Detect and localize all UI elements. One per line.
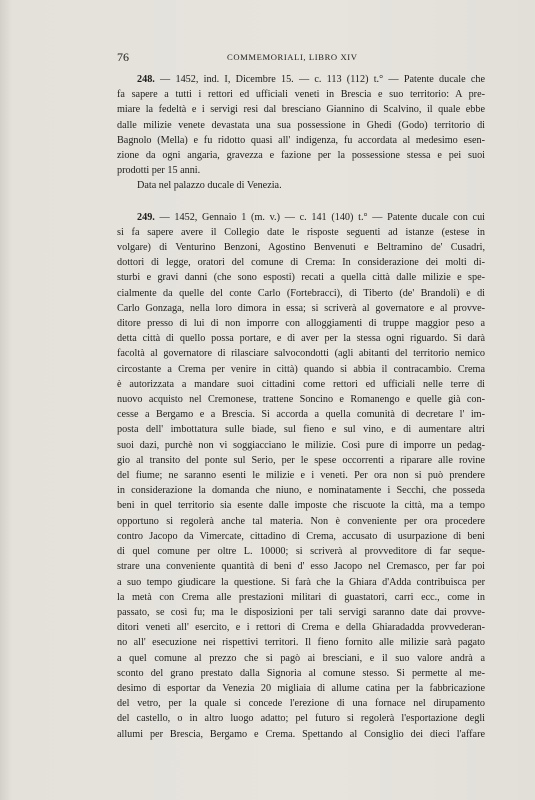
entry-line: del fiume; ne saranno esenti le milizie e i veneti. Per ora non si può prendere (117, 470, 485, 482)
entry-line: passato, se così fu; ma le disposizioni per tali servigi saranno date dai provve- (117, 606, 485, 618)
entry-line: del vetro, per la quale si concede l'erezione di una fornace nel dirupamento (117, 698, 485, 710)
entry-line: allumi per Brescia, Bergamo e Crema. Spettando al Consiglio dei dieci l'affare (117, 728, 485, 740)
entry-line: beni in quel territorio sia esente dalle imposte che riscuote la città, ma a tempo (117, 500, 485, 512)
page-body (117, 72, 485, 742)
entry-line: in considerazione la domanda che niuno, e nominatamente i Secchi, che posseda (117, 485, 485, 497)
entry-line: dottori di legge, oratori del comune di Crema: In considerazione dei molti di- (117, 257, 485, 269)
page-header (117, 50, 483, 66)
entry-line: 248. — 1452, ind. I, Dicembre 15. — c. 113 (112) t.° — Patente ducale che (137, 74, 485, 85)
entry-line: zione da ogni angaria, gravezza e fazione per la possessione stessa e pei suoi (117, 150, 485, 162)
entry-line: desimo di esportar da Venezia 20 migliaia di allume catina per la fabbricazione (117, 682, 485, 694)
entry-line: circostante a Crema per venire in città) quando si abbia il contracambio. Crema (117, 363, 485, 375)
entry-line: fa sapere a tutti i rettori ed ufficiali veneti in Brescia e suo territorio: A pre- (117, 89, 485, 101)
entry-line: a quel comune al prezzo che si pagò ai bresciani, e il suo valore andrà a (117, 652, 485, 664)
entry-line: a suo tempo giudicare la questione. Si farà che la Ghiara d'Adda contribuisca per (117, 576, 485, 588)
page-number: 76 (117, 50, 129, 64)
entry-separator (117, 194, 485, 210)
entry-line: Bagnolo (Mella) e fu ridotto quasi all' indigenza, fu accordata al medesimo esen- (117, 134, 485, 146)
entry-line: suoi dazi, purchè non vi soggiacciano le milizie. Così pure di imporre un pedag- (117, 439, 485, 451)
entry-line: sconto del grano prestato dalla Signoria al comune stesso. Si permette al me- (117, 667, 485, 679)
entry-line: si fa sapere avere il Collegio date le risposte seguenti ad istanze (estese in (117, 226, 485, 238)
entry-line: ditori veneti all' esercito, e i rettori di Crema e della Ghiaradadda provvederan- (117, 622, 485, 634)
entry-line: cialmente da quelle del conte Carlo (Fortebracci), di Tiberto (de' Brandoli) e di (117, 287, 485, 299)
entry-line: facoltà al governatore di rilasciare salvocondotti (agli abitanti del territorio nemico (117, 348, 485, 360)
entry-line: sturbi e gravi danni (che sono esposti) recati a quella città dalle milizie e spe- (117, 272, 485, 284)
entry-line: di quel comune per oltre L. 10000; si scriverà al provveditore di far seque- (117, 546, 485, 558)
entry-line: volgare) di Venturino Benzoni, Agostino Benvenuti e Beltramino de' Cusadri, (117, 242, 485, 254)
entry-line: del castello, o in altro luogo adatto; pel futuro si regolerà l'esportazione degli (117, 713, 485, 725)
entry-line: dalle milizie venete devastata una sua possessione in Ghedi (Godo) territorio di (117, 119, 485, 131)
entry-line: la metà con Crema alle prestazioni militari di guastatori, carri ecc., come in (117, 591, 485, 603)
entry-line: ditore presso di lui di non imporre con alloggiamenti di truppe maggior peso a (117, 318, 485, 330)
entry-line: 249. — 1452, Gennaio 1 (m. v.) — c. 141 (140) t.° — Patente ducale con cui (137, 211, 485, 223)
entry-line: strare una conveniente quantità di beni d' esso Jacopo nel Cremasco, per far poi (117, 561, 485, 573)
entry-line: no all' esecuzione nei rispettivi territori. Il fieno fornito alle milizie sarà pagato (117, 637, 485, 649)
entry-line: posta dell' imbottatura sulle biade, sul fieno e sul vino, e di aumentare altri (117, 424, 485, 436)
entry-line: detta città di quello possa portare, e di aver per la stessa ogni riguardo. Si darà (117, 333, 485, 345)
running-title: COMMEMORIALI, LIBRO XIV (227, 52, 358, 62)
entry-line: è autorizzata a mandare suoi cittadini come rettori ed ufficiali nelle terre di (117, 378, 485, 390)
entry-line: opportuno si regolerà anche tal materia. Non è conveniente per ora procedere (117, 515, 485, 527)
entry-line: nuovo acquisto nel Cremonese, trattene Soncino e Romanengo e quelle già con- (117, 394, 485, 406)
entry-248 (117, 72, 485, 194)
entry-line: miare la fedeltà e i servigi resi dal bresciano Giannino di Scalvino, il quale ebbe (117, 104, 485, 116)
entry-line: gio al transito del ponte sul Serio, per le spese occorrenti a riparare alle rovine (117, 454, 485, 466)
entry-249 (117, 210, 485, 742)
date-line: Data nel palazzo ducale di Venezia. (137, 180, 282, 192)
entry-line: contro Jacopo da Vimercate, cittadino di Crema, accusato di usurpazione di beni (117, 530, 485, 542)
entry-line: Carlo Gonzaga, nella loro dimora in essa; si scriverà al governatore e al provve- (117, 302, 485, 314)
entry-line: prodotti per 15 anni. (117, 165, 201, 177)
entry-line: cesse a Bergamo e a Brescia. Si accorda a quella comunità di decretare l' im- (117, 409, 485, 421)
entry-number: 249. (137, 211, 155, 223)
entry-number: 248. (137, 74, 155, 85)
